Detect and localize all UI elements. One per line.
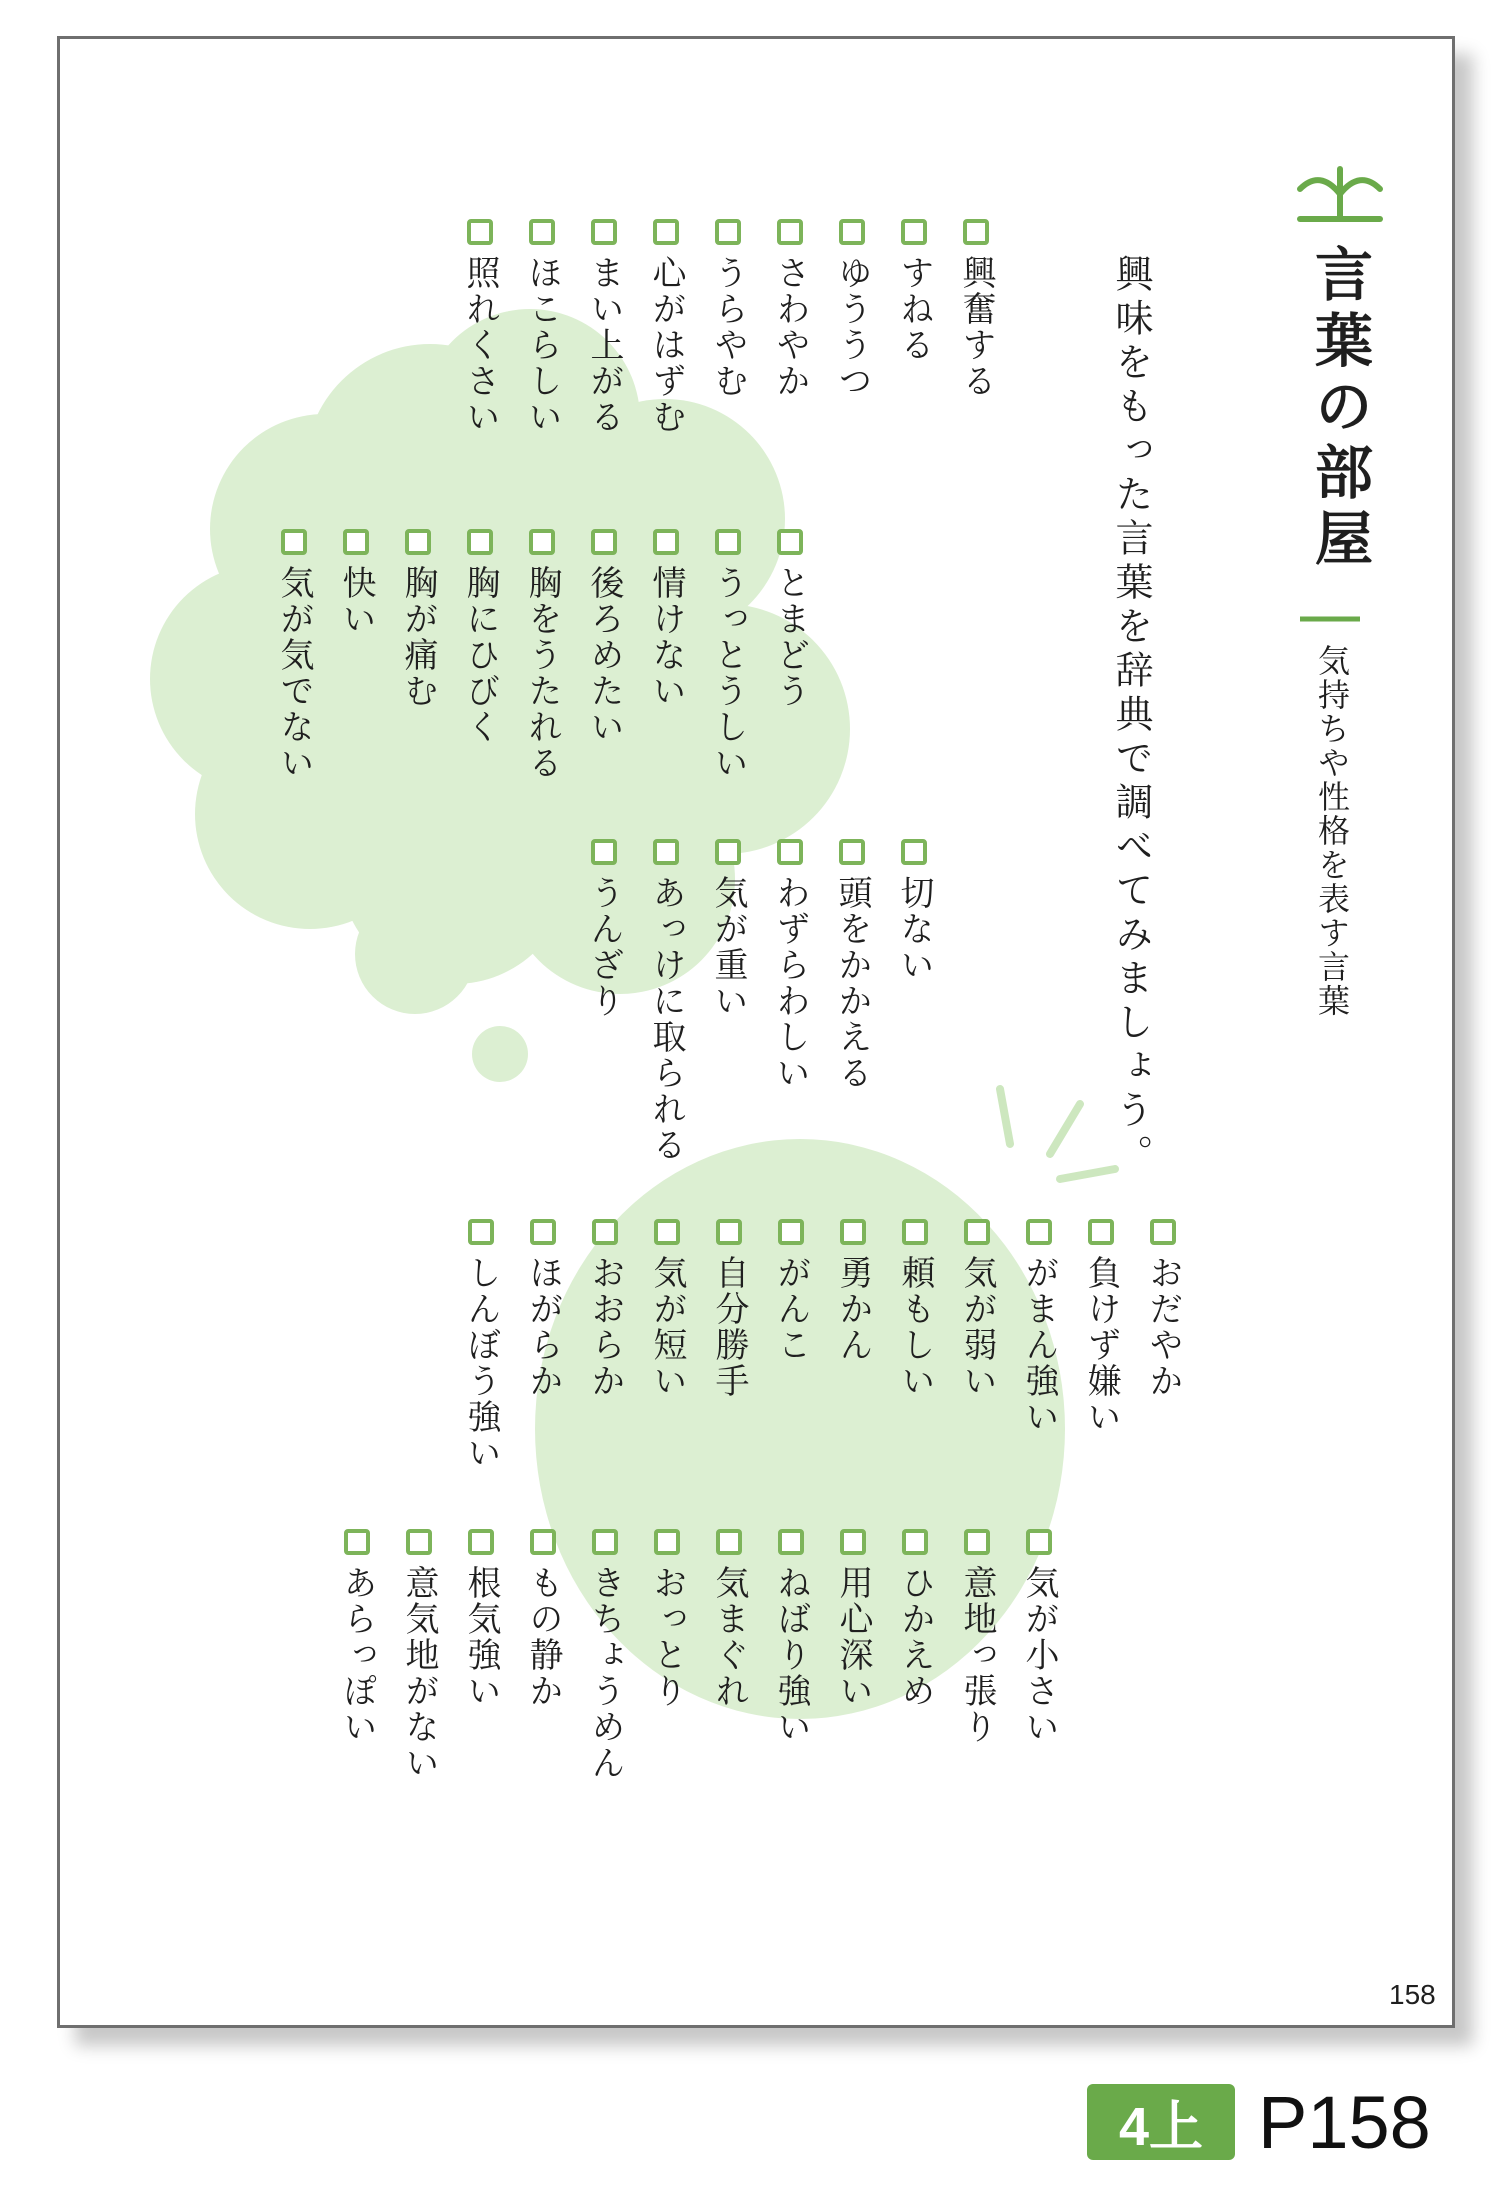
checkbox[interactable] — [839, 839, 865, 865]
checkbox[interactable] — [654, 1529, 680, 1555]
checkbox[interactable] — [777, 839, 803, 865]
word-item[interactable] — [1019, 1529, 1059, 1745]
word-item[interactable] — [771, 1219, 811, 1363]
word-label: おだやか — [1143, 1255, 1183, 1399]
checkbox[interactable] — [778, 1219, 804, 1245]
grade-badge: 4上 — [1087, 2084, 1235, 2160]
word-item[interactable] — [646, 839, 686, 1163]
word-label: 気が気でない — [274, 565, 314, 781]
checkbox[interactable] — [777, 219, 803, 245]
word-item[interactable] — [336, 529, 376, 637]
word-label: 負けず嫌い — [1081, 1255, 1121, 1435]
checkbox[interactable] — [715, 529, 741, 555]
word-label: ほがらか — [523, 1255, 563, 1399]
word-label: 自分勝手 — [709, 1255, 749, 1399]
word-label: ほこらしい — [522, 255, 562, 435]
word-label: 後ろめたい — [584, 565, 624, 745]
word-item[interactable] — [398, 529, 438, 709]
word-label: 根気強い — [461, 1565, 501, 1709]
checkbox[interactable] — [840, 1529, 866, 1555]
word-item[interactable] — [895, 1529, 935, 1709]
word-label: 快い — [336, 565, 376, 637]
checkbox[interactable] — [715, 839, 741, 865]
word-label: がんこ — [771, 1255, 811, 1363]
word-label: 胸にひびく — [460, 565, 500, 745]
word-item[interactable] — [646, 219, 686, 435]
checkbox[interactable] — [716, 1529, 742, 1555]
word-label: 頭をかかえる — [832, 875, 872, 1091]
checkbox[interactable] — [778, 1529, 804, 1555]
word-label: きちょうめん — [585, 1565, 625, 1781]
word-label: とまどう — [770, 565, 810, 709]
word-item[interactable] — [771, 1529, 811, 1745]
checkbox[interactable] — [591, 839, 617, 865]
word-label: さわやか — [770, 255, 810, 399]
checkbox[interactable] — [344, 1529, 370, 1555]
word-label: 気が重い — [708, 875, 748, 1019]
word-label: おっとり — [647, 1565, 687, 1709]
word-item[interactable] — [709, 1529, 749, 1709]
word-label: まい上がる — [584, 255, 624, 435]
textbook-page — [57, 36, 1455, 2028]
word-label: しんぼう強い — [461, 1255, 501, 1471]
word-label: 意気地がない — [399, 1565, 439, 1781]
checkbox[interactable] — [468, 1219, 494, 1245]
word-item[interactable] — [1019, 1219, 1059, 1435]
word-label: 勇かん — [833, 1255, 873, 1363]
word-item[interactable] — [894, 839, 934, 983]
word-item[interactable] — [584, 839, 624, 1019]
word-label: うんざり — [584, 875, 624, 1019]
checkbox[interactable] — [964, 1219, 990, 1245]
checkbox[interactable] — [405, 529, 431, 555]
word-label: 情けない — [646, 565, 686, 709]
word-item[interactable] — [832, 839, 872, 1091]
checkbox[interactable] — [901, 219, 927, 245]
word-item[interactable] — [709, 1219, 749, 1399]
word-item[interactable] — [832, 219, 872, 399]
word-item[interactable] — [646, 529, 686, 709]
checkbox[interactable] — [1026, 1219, 1052, 1245]
word-label: 頼もしい — [895, 1255, 935, 1399]
word-item[interactable] — [894, 219, 934, 363]
word-label: すねる — [894, 255, 934, 363]
word-label: 気が短い — [647, 1255, 687, 1399]
page-reference: P158 — [1258, 2081, 1431, 2164]
word-item[interactable] — [647, 1529, 687, 1709]
word-label: ひかえめ — [895, 1565, 935, 1709]
checkbox[interactable] — [281, 529, 307, 555]
word-item[interactable] — [708, 219, 748, 399]
word-item[interactable] — [460, 529, 500, 745]
checkbox[interactable] — [592, 1219, 618, 1245]
checkbox[interactable] — [406, 1529, 432, 1555]
word-item[interactable] — [1143, 1219, 1183, 1399]
word-label: 気が小さい — [1019, 1565, 1059, 1745]
checkbox[interactable] — [963, 219, 989, 245]
word-item[interactable] — [957, 1529, 997, 1745]
checkbox[interactable] — [530, 1219, 556, 1245]
word-item[interactable] — [833, 1219, 873, 1363]
word-item[interactable] — [957, 1219, 997, 1399]
checkbox[interactable] — [592, 1529, 618, 1555]
word-label: 用心深い — [833, 1565, 873, 1709]
checkbox[interactable] — [343, 529, 369, 555]
word-label: うっとうしい — [708, 565, 748, 781]
checkbox[interactable] — [902, 1219, 928, 1245]
word-label: 心がはずむ — [646, 255, 686, 435]
checkbox[interactable] — [653, 839, 679, 865]
word-label: 気が弱い — [957, 1255, 997, 1399]
word-label: 胸をうたれる — [522, 565, 562, 781]
checkbox[interactable] — [653, 529, 679, 555]
word-label: がまん強い — [1019, 1255, 1059, 1435]
word-item[interactable] — [337, 1529, 377, 1745]
word-label: ねばり強い — [771, 1565, 811, 1745]
checkbox[interactable] — [529, 219, 555, 245]
checkbox[interactable] — [716, 1219, 742, 1245]
word-item[interactable] — [523, 1219, 563, 1399]
word-label: 意地っ張り — [957, 1565, 997, 1745]
word-item[interactable] — [584, 529, 624, 745]
checkbox[interactable] — [591, 219, 617, 245]
word-label: 照れくさい — [460, 255, 500, 435]
word-item[interactable] — [522, 219, 562, 435]
checkbox[interactable] — [1026, 1529, 1052, 1555]
checkbox[interactable] — [839, 219, 865, 245]
checkbox[interactable] — [468, 1529, 494, 1555]
word-item[interactable] — [461, 1219, 501, 1471]
word-item[interactable] — [584, 219, 624, 435]
word-item[interactable] — [647, 1219, 687, 1399]
page-title: 言葉の部屋 — [1305, 244, 1373, 574]
word-label: ゆううつ — [832, 255, 872, 399]
word-label: おおらか — [585, 1255, 625, 1399]
word-item[interactable] — [399, 1529, 439, 1781]
word-item[interactable] — [460, 219, 500, 435]
word-label: あらっぽい — [337, 1565, 377, 1745]
sprout-icon — [1300, 169, 1380, 219]
checkbox[interactable] — [467, 529, 493, 555]
word-item[interactable] — [522, 529, 562, 781]
word-label: 胸が痛む — [398, 565, 438, 709]
checkbox[interactable] — [964, 1529, 990, 1555]
word-item[interactable] — [585, 1529, 625, 1781]
checkbox[interactable] — [529, 529, 555, 555]
intro-text: 興味をもった言葉を辞典で調べてみましょう。 — [1109, 254, 1153, 1178]
checkbox[interactable] — [591, 529, 617, 555]
word-label: もの静か — [523, 1565, 563, 1709]
checkbox[interactable] — [840, 1219, 866, 1245]
word-item[interactable] — [708, 839, 748, 1019]
checkbox[interactable] — [1150, 1219, 1176, 1245]
checkbox[interactable] — [902, 1529, 928, 1555]
word-item[interactable] — [770, 529, 810, 709]
word-item[interactable] — [833, 1529, 873, 1709]
word-label: うらやむ — [708, 255, 748, 399]
word-item[interactable] — [708, 529, 748, 781]
checkbox[interactable] — [654, 1219, 680, 1245]
word-item[interactable] — [523, 1529, 563, 1709]
checkbox[interactable] — [467, 219, 493, 245]
word-item[interactable] — [461, 1529, 501, 1709]
checkbox[interactable] — [653, 219, 679, 245]
word-label: 気まぐれ — [709, 1565, 749, 1709]
word-label: わずらわしい — [770, 875, 810, 1091]
page-number: 158 — [1389, 1979, 1436, 2010]
word-item[interactable] — [956, 219, 996, 399]
word-item[interactable] — [274, 529, 314, 781]
checkbox[interactable] — [715, 219, 741, 245]
word-label: 切ない — [894, 875, 934, 983]
word-label: あっけに取られる — [646, 875, 686, 1163]
checkbox[interactable] — [1088, 1219, 1114, 1245]
word-label: 興奮する — [956, 255, 996, 399]
checkbox[interactable] — [777, 529, 803, 555]
word-item[interactable] — [895, 1219, 935, 1399]
word-item[interactable] — [585, 1219, 625, 1399]
word-item[interactable] — [1081, 1219, 1121, 1435]
checkbox[interactable] — [530, 1529, 556, 1555]
background-decoration — [60, 39, 1452, 2025]
checkbox[interactable] — [901, 839, 927, 865]
page-subtitle: 気持ちや性格を表す言葉 — [1313, 644, 1351, 1018]
word-item[interactable] — [770, 219, 810, 399]
word-item[interactable] — [770, 839, 810, 1091]
